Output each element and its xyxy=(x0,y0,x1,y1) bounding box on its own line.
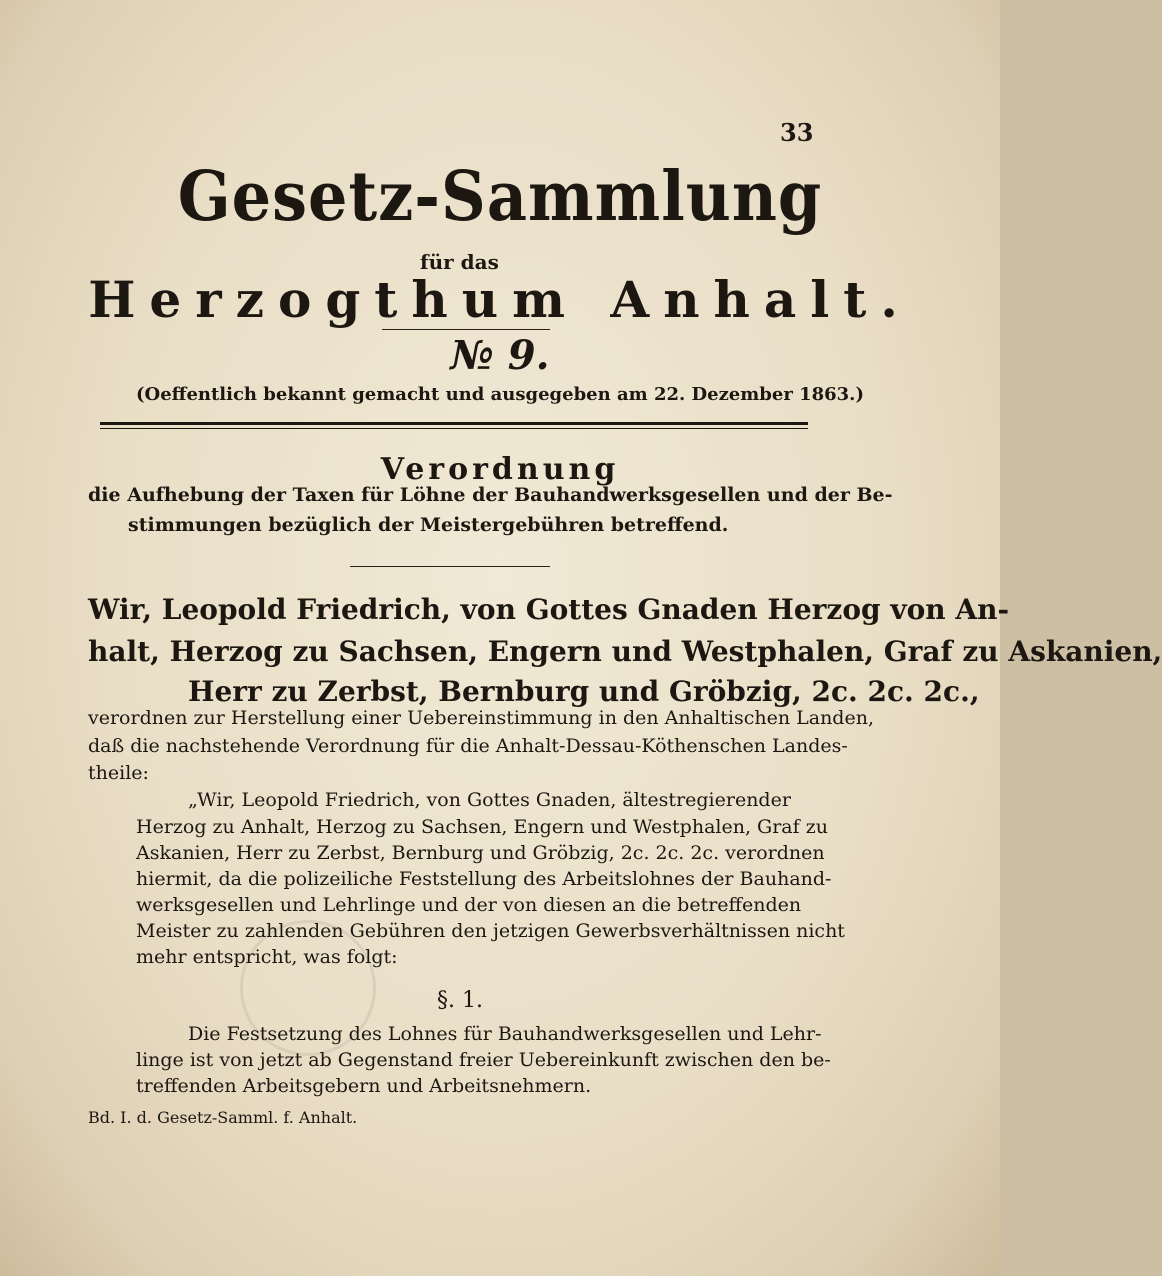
section-line-1: Die Festsetzung des Lohnes für Bauhandwerksgesellen und Lehr- xyxy=(188,1023,822,1045)
intro-line-1: Wir, Leopold Friedrich, von Gottes Gnaden Herzog von An- xyxy=(88,593,1010,626)
section-line-3: treffenden Arbeitsgebern und Arbeitsnehmern. xyxy=(136,1075,592,1097)
quoted-line-1: „Wir, Leopold Friedrich, von Gottes Gnaden, ältestregierender xyxy=(188,789,791,811)
ordinance-subject-line-1: die Aufhebung der Taxen für Löhne der Bauhandwerksgesellen und der Be- xyxy=(88,484,893,506)
masthead-subtitle: Herzogthum Anhalt. xyxy=(88,270,912,329)
quoted-line-2: Herzog zu Anhalt, Herzog zu Sachsen, Engern und Westphalen, Graf zu xyxy=(136,816,828,838)
section-line-2: linge ist von jetzt ab Gegenstand freier Uebereinkunft zwischen den be- xyxy=(136,1049,831,1071)
divider xyxy=(350,566,550,567)
ordinance-subject-line-2: stimmungen bezüglich der Meistergebühren betreffend. xyxy=(128,514,729,536)
decree-line-3: theile: xyxy=(88,762,149,784)
publication-note: (Oeffentlich bekannt gemacht und ausgegeben am 22. Dezember 1863.) xyxy=(136,384,864,405)
quoted-line-4: hiermit, da die polizeiliche Feststellung des Arbeitslohnes der Bauhand- xyxy=(136,868,832,890)
ordinance-heading: Verordnung xyxy=(380,452,620,487)
intro-line-2: halt, Herzog zu Sachsen, Engern und Westphalen, Graf zu Askanien, xyxy=(88,635,1162,668)
double-rule-top xyxy=(100,422,808,425)
masthead-connector: für das xyxy=(420,250,499,274)
decree-line-2: daß die nachstehende Verordnung für die Anhalt-Dessau-Köthenschen Landes- xyxy=(88,735,848,757)
decree-line-1: verordnen zur Herstellung einer Uebereinstimmung in den Anhaltischen Landen, xyxy=(88,707,874,729)
page-number: 33 xyxy=(780,118,814,147)
issue-number: № 9. xyxy=(450,332,550,379)
double-rule-bottom xyxy=(100,428,808,429)
divider xyxy=(382,329,550,330)
footer-reference: Bd. I. d. Gesetz-Samml. f. Anhalt. xyxy=(88,1108,358,1127)
quoted-line-6: Meister zu zahlenden Gebühren den jetzigen Gewerbsverhältnissen nicht xyxy=(136,920,845,942)
section-heading: §. 1. xyxy=(437,988,483,1013)
masthead-title: Gesetz-Sammlung xyxy=(177,156,823,237)
intro-line-3: Herr zu Zerbst, Bernburg und Gröbzig, 2c. 2c. 2c., xyxy=(188,675,980,708)
quoted-line-3: Askanien, Herr zu Zerbst, Bernburg und Gröbzig, 2c. 2c. 2c. verordnen xyxy=(136,842,825,864)
quoted-line-7: mehr entspricht, was folgt: xyxy=(136,946,398,968)
quoted-line-5: werksgesellen und Lehrlinge und der von diesen an die betreffenden xyxy=(136,894,802,916)
